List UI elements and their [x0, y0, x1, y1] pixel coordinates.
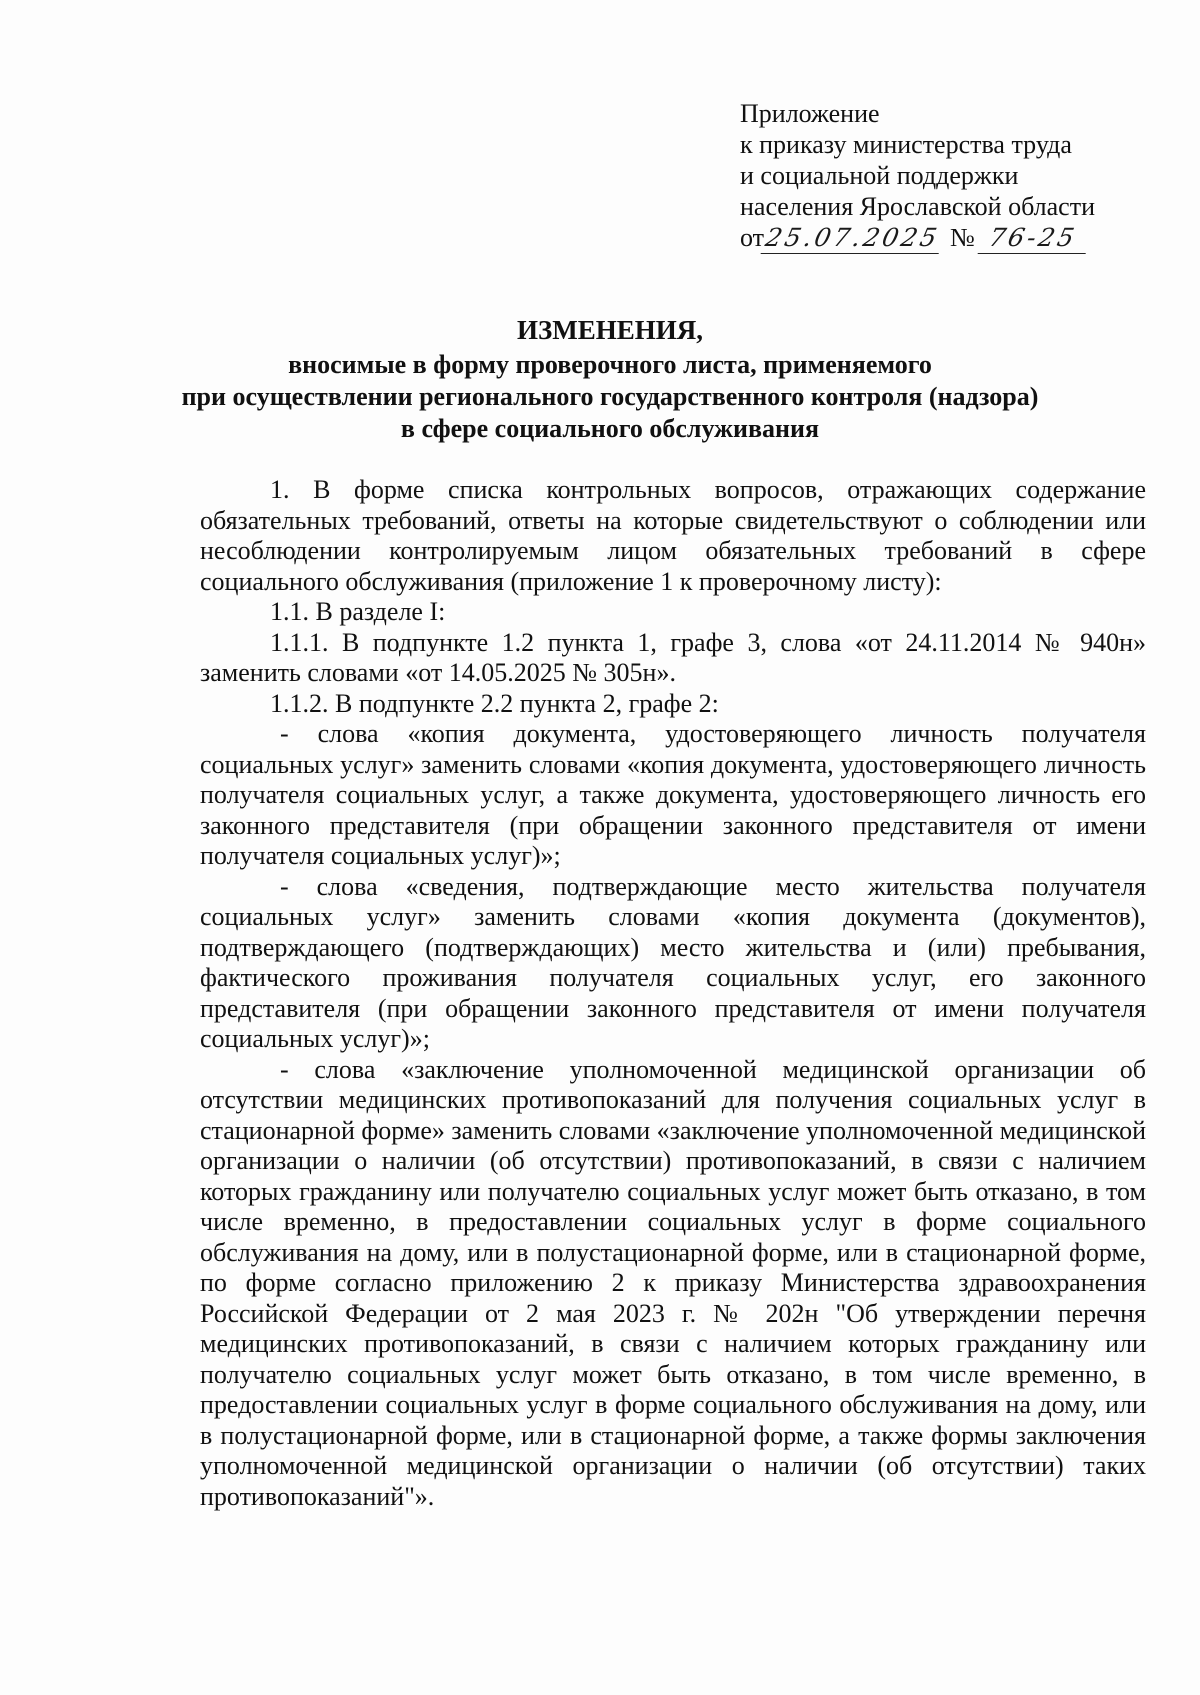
heading-title: ИЗМЕНЕНИЯ,: [516, 315, 703, 345]
heading-line: вносимые в форму проверочного листа, применяемого: [288, 350, 932, 379]
handwritten-date: 25.07.2025: [761, 222, 946, 254]
paragraph-item-1-1-2: 1.1.2. В подпункте 2.2 пункта 2, графе 2:: [270, 688, 719, 718]
paragraph-dash-residence: - слова «сведения, подтверждающие место жительства получателя социальных услуг» заменить словами «копия документа (документов), подтверждающего (подтверждающих) место жительства и (или) пребывания, фактического проживания получателя социальных услуг, его законного представителя (при обращении законного представителя от имени получателя социальных услуг)»;: [200, 871, 1146, 1053]
paragraph-item-1-1-1: 1.1.1. В подпункте 1.2 пункта 1, графе 3, слова «от 24.11.2014 № 940н» заменить словами «от 14.05.2025 № 305н».: [200, 627, 1146, 687]
paragraph-item-1: 1. В форме списка контрольных вопросов, отражающих содержание обязательных требований, ответы на которые свидетельствуют о соблюдении или несоблюдении контролируемым лицом обязательных требований в сфере социального обслуживания (приложение 1 к проверочному листу):: [200, 475, 1146, 596]
document-heading: [150, 314, 1070, 445]
appendix-line: Приложение: [740, 99, 880, 128]
document-body: [200, 475, 1146, 1512]
appendix-line: и социальной поддержки: [740, 161, 1019, 190]
paragraph-dash-identity: - слова «копия документа, удостоверяющего личность получателя социальных услуг» заменить словами «копия документа, удостоверяющего личность получателя социальных услуг, а также документа, удостоверяющего личность его законного представителя (при обращении законного представителя от имени получателя социальных услуг)»;: [200, 719, 1146, 870]
appendix-line: к приказу министерства труда: [740, 130, 1072, 159]
appendix-block: [740, 98, 1160, 254]
paragraph-dash-medical: - слова «заключение уполномоченной медицинской организации об отсутствии медицинских противопоказаний для получения социальных услуг в стационарной форме» заменить словами «заключение уполномоченной медицинской организации о наличии (об отсутствии) противопоказаний, в связи с наличием которых гражданину или получателю социальных услуг может быть отказано, в том числе временно, в предоставлении социальных услуг в форме социального обслуживания на дому, или в полустационарной форме, или в стационарной форме, по форме согласно приложению 2 к приказу Министерства здравоохранения Российской Федерации от 2 мая 2023 г. № 202н "Об утверждении перечня медицинских противопоказаний, в связи с наличием которых гражданину или получателю социальных услуг может быть отказано, в том числе временно, в предоставлении социальных услуг в форме социального обслуживания на дому, или в полустационарной форме, или в стационарной форме, а также формы заключения уполномоченной медицинской организации о наличии (об отсутствии) таких противопоказаний"».: [200, 1054, 1146, 1511]
number-label: №: [950, 223, 975, 252]
handwritten-number: 76-25: [977, 222, 1092, 254]
from-label: от: [740, 223, 765, 252]
appendix-line: населения Ярославской области: [740, 192, 1095, 221]
order-date-number-line: [740, 222, 1160, 254]
heading-line: при осуществлении регионального государственного контроля (надзора): [181, 382, 1039, 411]
heading-line: в сфере социального обслуживания: [400, 414, 820, 443]
paragraph-item-1-1: 1.1. В разделе I:: [270, 597, 446, 626]
